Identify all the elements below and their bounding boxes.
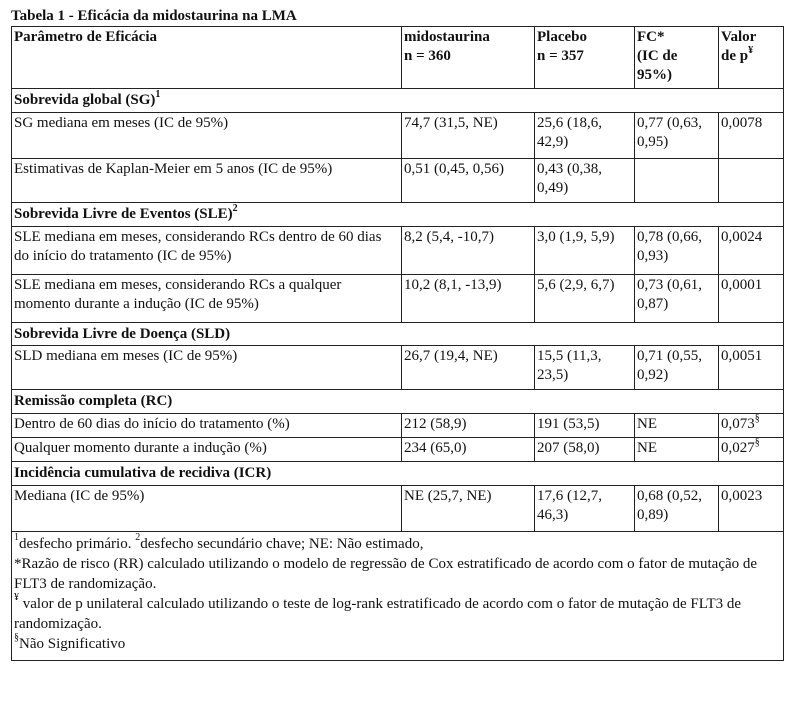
row-plac: 5,6 (2,9, 6,7) — [535, 275, 635, 323]
section-row — [12, 390, 784, 414]
header-plac-name: Placebo — [537, 29, 587, 45]
row-param: Qualquer momento durante a indução (%) — [12, 438, 402, 462]
row-param: SLE mediana em meses, considerando RCs a qualquer momento durante a indução (IC de 95%) — [12, 275, 402, 323]
row-param: SLE mediana em meses, considerando RCs dentro de 60 dias do início do tratamento (IC de 95%) — [12, 227, 402, 275]
table-row — [12, 275, 784, 323]
efficacy-table — [11, 26, 784, 661]
header-fc: FC* (IC de 95%) — [635, 27, 719, 89]
row-plac: 25,6 (18,6, 42,9) — [535, 113, 635, 159]
row-fc: 0,73 (0,61, 0,87) — [635, 275, 719, 323]
row-mido: NE (25,7, NE) — [402, 486, 535, 532]
row-fc — [635, 159, 719, 203]
row-mido: 234 (65,0) — [402, 438, 535, 462]
table-row — [12, 438, 784, 462]
table-row — [12, 486, 784, 532]
row-p: 0,0051 — [719, 346, 784, 390]
header-plac-n: n = 357 — [537, 48, 584, 64]
row-p: 0,027§ — [719, 438, 784, 462]
row-mido: 26,7 (19,4, NE) — [402, 346, 535, 390]
section-row — [12, 89, 784, 113]
row-param: Mediana (IC de 95%) — [12, 486, 402, 532]
row-p: 0,0023 — [719, 486, 784, 532]
table-row — [12, 414, 784, 438]
row-plac: 15,5 (11,3, 23,5) — [535, 346, 635, 390]
header-mido-name: midostaurina — [404, 29, 490, 45]
row-fc: 0,71 (0,55, 0,92) — [635, 346, 719, 390]
section-sg: Sobrevida global (SG)$^1$ — [12, 89, 784, 113]
row-p: 0,0001 — [719, 275, 784, 323]
section-icr: Incidência cumulativa de recidiva (ICR) — [12, 462, 784, 486]
table-title: Tabela 1 - Eficácia da midostaurina na LMA — [11, 8, 297, 24]
section-row — [12, 323, 784, 346]
footnote-ns: §Não Significativo — [14, 632, 126, 652]
section-sle: Sobrevida Livre de Eventos (SLE)$^2$ — [12, 203, 784, 227]
row-plac: 17,6 (12,7, 46,3) — [535, 486, 635, 532]
table-row — [12, 227, 784, 275]
section-row — [12, 462, 784, 486]
table-row — [12, 113, 784, 159]
header-p-value: Valor de p¥ — [719, 27, 784, 89]
row-mido: 212 (58,9) — [402, 414, 535, 438]
header-placebo — [535, 27, 635, 89]
footnote-1-2: $^1$desfecho primário. $^2$desfecho secundário chave; NE: Não estimado, — [14, 532, 424, 552]
header-mido-n: n = 360 — [404, 48, 451, 64]
footnotes-row — [12, 532, 784, 661]
document — [11, 8, 783, 661]
section-rc: Remissão completa (RC) — [12, 390, 784, 414]
header-param: Parâmetro de Eficácia — [12, 27, 402, 89]
footnote-rr: *Razão de risco (RR) calculado utilizando o modelo de regressão de Cox estratificado de acordo com o fator de mutação de FLT3 de randomização. — [14, 556, 758, 592]
table-row — [12, 159, 784, 203]
row-plac: 207 (58,0) — [535, 438, 635, 462]
section-sld: Sobrevida Livre de Doença (SLD) — [12, 323, 784, 346]
row-mido: 0,51 (0,45, 0,56) — [402, 159, 535, 203]
row-fc: 0,78 (0,66, 0,93) — [635, 227, 719, 275]
row-fc: NE — [635, 414, 719, 438]
row-p — [719, 159, 784, 203]
row-fc: 0,68 (0,52, 0,89) — [635, 486, 719, 532]
row-fc: NE — [635, 438, 719, 462]
row-plac: 3,0 (1,9, 5,9) — [535, 227, 635, 275]
footnotes — [12, 532, 784, 661]
row-plac: 191 (53,5) — [535, 414, 635, 438]
row-mido: 8,2 (5,4, -10,7) — [402, 227, 535, 275]
row-plac: 0,43 (0,38, 0,49) — [535, 159, 635, 203]
row-fc: 0,77 (0,63, 0,95) — [635, 113, 719, 159]
header-midostaurina — [402, 27, 535, 89]
footnote-p-value: ¥ valor de p unilateral calculado utilizando o teste de log-rank estratificado de acordo com o fator de mutação de FLT3 de randomização. — [14, 592, 742, 632]
row-p: 0,073§ — [719, 414, 784, 438]
row-p: 0,0078 — [719, 113, 784, 159]
row-param: Dentro de 60 dias do início do tratamento (%) — [12, 414, 402, 438]
row-mido: 10,2 (8,1, -13,9) — [402, 275, 535, 323]
row-param: SG mediana em meses (IC de 95%) — [12, 113, 402, 159]
header-row — [12, 27, 784, 89]
row-mido: 74,7 (31,5, NE) — [402, 113, 535, 159]
row-param: SLD mediana em meses (IC de 95%) — [12, 346, 402, 390]
row-p: 0,0024 — [719, 227, 784, 275]
section-row — [12, 203, 784, 227]
row-param: Estimativas de Kaplan-Meier em 5 anos (IC de 95%) — [12, 159, 402, 203]
table-row — [12, 346, 784, 390]
